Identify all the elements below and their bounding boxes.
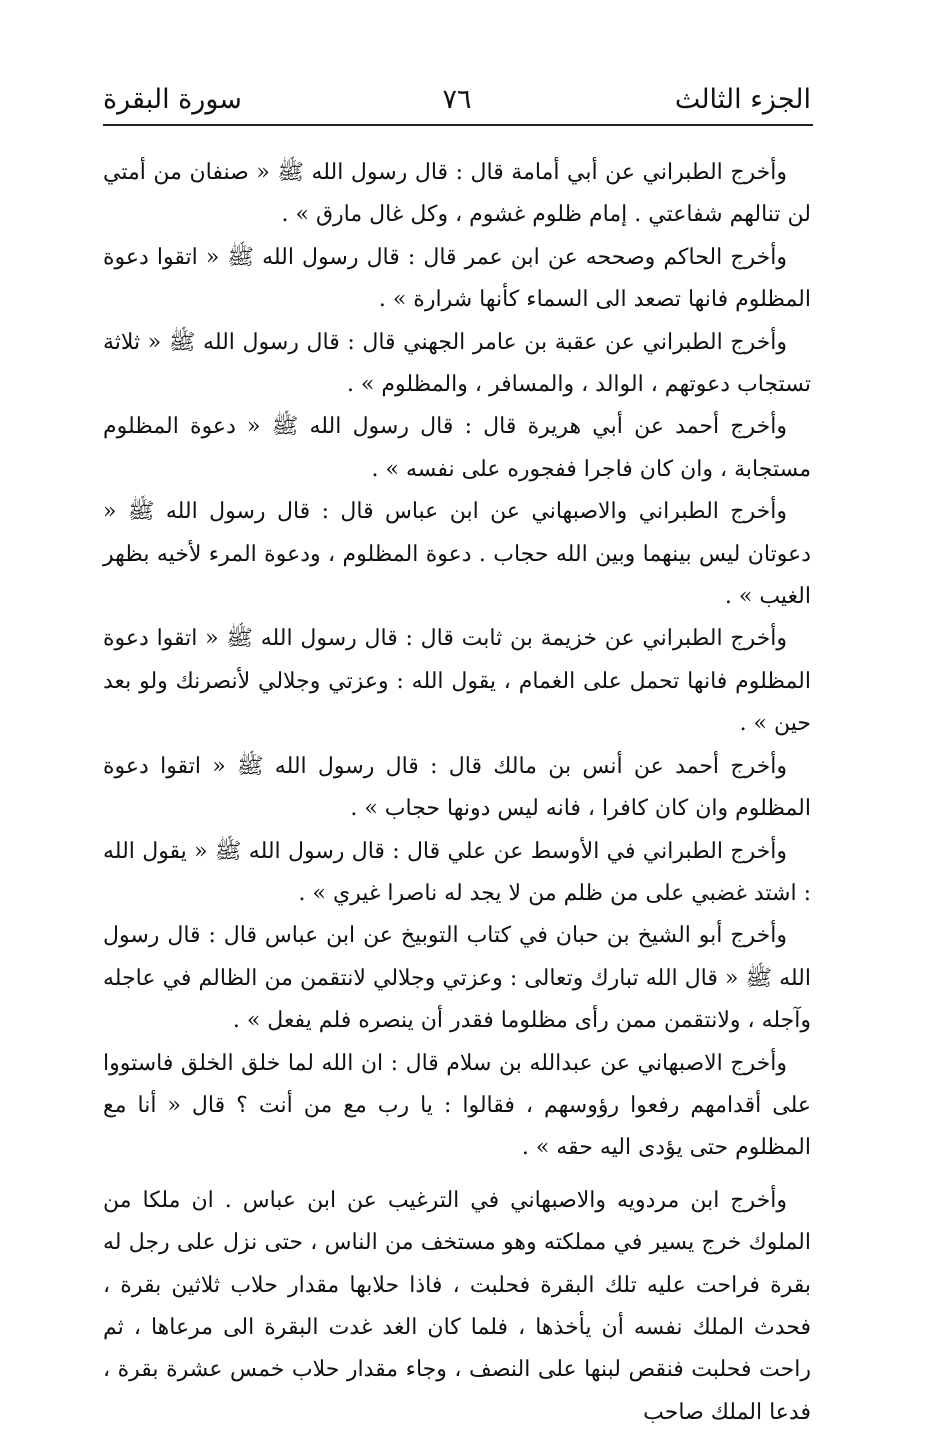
paragraph: وأخرج الطبراني عن عقبة بن عامر الجهني قال : قال رسول الله ﷺ « ثلاثة تستجاب دعوتهم ، الوالد ، والمسافر ، والمظلوم » . (103, 329, 811, 398)
page-header (103, 82, 811, 120)
part-title: الجزء الثالث (674, 84, 811, 115)
paragraph: وأخرج أحمد عن أنس بن مالك قال : قال رسول الله ﷺ « اتقوا دعوة المظلوم وان كان كافرا ، فانه ليس دونها حجاب » . (103, 753, 811, 822)
paragraph: وأخرج الطبراني والاصبهاني عن ابن عباس قال : قال رسول الله ﷺ « دعوتان ليس بينهما وبين الله حجاب . دعوة المظلوم ، ودعوة المرء لأخيه بظهر الغيب » . (103, 499, 811, 610)
header-rule (103, 124, 813, 126)
paragraph: وأخرج أبو الشيخ بن حبان في كتاب التوبيخ عن ابن عباس قال : قال رسول الله ﷺ « قال الله تبارك وتعالى : وعزتي وجلالي لانتقمن من الظالم في عاجله وآجله ، ولانتقمن ممن رأى مظلوما فقدر أن ينصره فلم يفعل » . (103, 923, 811, 1034)
paragraph: وأخرج الحاكم وصححه عن ابن عمر قال : قال رسول الله ﷺ « اتقوا دعوة المظلوم فانها تصعد الى السماء كأنها شرارة » . (103, 244, 811, 313)
paragraph: وأخرج الطبراني عن خزيمة بن ثابت قال : قال رسول الله ﷺ « اتقوا دعوة المظلوم فانها تحمل على الغمام ، يقول الله : وعزتي وجلالي لأنصرنك ولو بعد حين » . (103, 626, 811, 737)
paragraph: وأخرج أحمد عن أبي هريرة قال : قال رسول الله ﷺ « دعوة المظلوم مستجابة ، وان كان فاجرا ففجوره على نفسه » . (103, 414, 811, 482)
page-number: ٧٦ (442, 84, 472, 115)
paragraph: وأخرج الطبراني عن أبي أمامة قال : قال رسول الله ﷺ « صنفان من أمتي لن تنالهم شفاعتي . إمام ظلوم غشوم ، وكل غال مارق » . (103, 160, 811, 228)
page-body (103, 152, 811, 1434)
paragraph: وأخرج الطبراني في الأوسط عن علي قال : قال رسول الله ﷺ « يقول الله : اشتد غضبي على من ظلم من لا يجد له ناصرا غيري » . (103, 838, 811, 906)
paragraph: وأخرج الاصبهاني عن عبدالله بن سلام قال : ان الله لما خلق الخلق فاستووا على أقدامهم رفعوا رؤوسهم ، فقالوا : يا رب مع من أنت ؟ قال « أنا مع المظلوم حتى يؤدى اليه حقه » . (103, 1050, 811, 1161)
paragraph: وأخرج ابن مردويه والاصبهاني في الترغيب عن ابن عباس . ان ملكا من الملوك خرج يسير في مملكته وهو مستخف من الناس ، حتى نزل على رجل له بقرة فراحت عليه تلك البقرة فحلبت ، فاذا حلابها مقدار حلاب ثلاثين بقرة ، فحدث الملك نفسه أن يأخذها ، فلما كان الغد غدت البقرة الى مرعاها ، ثم راحت فحلبت فنقص لبنها على النصف ، وجاء مقدار حلاب خمس عشرة بقرة ، فدعا الملك صاحب (103, 1187, 811, 1425)
surah-title: سورة البقرة (103, 84, 242, 115)
